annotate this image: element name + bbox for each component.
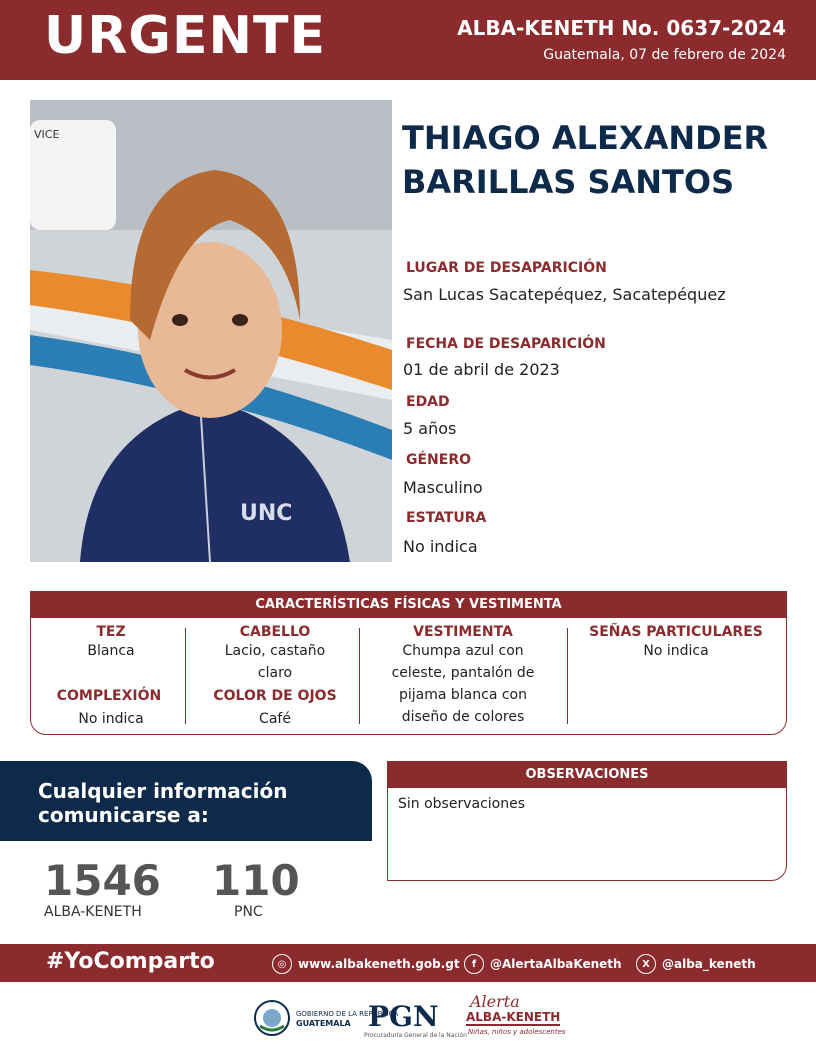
eye-color-value: Café (259, 711, 291, 727)
phone-number-pnc[interactable]: 110 (212, 856, 300, 905)
hashtag: #YoComparto (46, 949, 215, 974)
disappearance-date-value: 01 de abril de 2023 (403, 360, 560, 379)
contact-banner (0, 761, 372, 841)
name-line-2: BARILLAS SANTOS (402, 163, 735, 201)
characteristics-title: CARACTERÍSTICAS FÍSICAS Y VESTIMENTA (31, 592, 786, 618)
phone-label-alba: ALBA-KENETH (44, 904, 142, 920)
name-line-1: THIAGO ALEXANDER (402, 119, 769, 157)
alba-keneth-logo: ALBA-KENETH (466, 1010, 561, 1024)
alerta-logo-word: Alerta (470, 992, 520, 1011)
clothing-line: diseño de colores (401, 709, 525, 725)
disappearance-date-label: FECHA DE DESAPARICIÓN (406, 336, 606, 352)
column-divider (359, 628, 360, 724)
facebook-icon: f (464, 954, 484, 974)
phone-label-pnc: PNC (234, 904, 263, 920)
marks-value: No indica (643, 643, 709, 659)
age-label: EDAD (406, 394, 450, 410)
facebook-text: @AlertaAlbaKeneth (490, 957, 622, 971)
contact-text (38, 779, 358, 827)
urgent-title: URGENTE (44, 6, 326, 66)
header-banner (0, 0, 816, 80)
facebook-link[interactable] (464, 954, 622, 974)
marks-label: SEÑAS PARTICULARES (589, 624, 763, 640)
missing-person-photo (30, 100, 392, 562)
photo-illustration (30, 100, 392, 562)
alert-number: ALBA-KENETH No. 0637-2024 (457, 16, 786, 40)
complexion-value: No indica (78, 711, 144, 727)
x-link[interactable] (636, 954, 756, 974)
clothing-line: Chumpa azul con (402, 643, 524, 659)
contact-line-2: comunicarse a: (38, 803, 209, 827)
pgn-subtitle: Procuraduría General de la Nación (364, 1032, 467, 1039)
hair-label: CABELLO (239, 624, 311, 640)
x-icon: X (636, 954, 656, 974)
person-name (402, 116, 802, 204)
observations-title: OBSERVACIONES (388, 762, 786, 788)
disappearance-place-label: LUGAR DE DESAPARICIÓN (406, 260, 607, 276)
alert-date: Guatemala, 07 de febrero de 2024 (543, 47, 786, 63)
eye-color-label: COLOR DE OJOS (213, 688, 337, 704)
observations-box (387, 761, 787, 881)
characteristics-box (30, 591, 787, 735)
pgn-logo: PGN (368, 1000, 439, 1033)
gov-line-1: GOBIERNO DE LA REPÚBLICA (296, 1010, 399, 1018)
jacket-text: UNC (240, 501, 293, 526)
alba-keneth-subtitle: Niñas, niños y adolescentes (468, 1028, 566, 1036)
hair-value-line2: claro (257, 665, 293, 681)
x-text: @alba_keneth (662, 957, 756, 971)
height-value: No indica (403, 537, 478, 556)
clothing-line: celeste, pantalón de (391, 665, 535, 681)
footer-bar (0, 944, 816, 982)
height-label: ESTATURA (406, 510, 487, 526)
gov-line-2: GUATEMALA (296, 1019, 351, 1028)
gender-value: Masculino (403, 478, 483, 497)
column-divider (567, 628, 568, 724)
observations-text: Sin observaciones (398, 796, 526, 812)
column-divider (185, 628, 186, 724)
phone-number-alba[interactable]: 1546 (44, 856, 161, 905)
complexion-label: COMPLEXIÓN (56, 688, 162, 704)
website-text: www.albakeneth.gob.gt (298, 957, 460, 971)
globe-icon: ◎ (272, 954, 292, 974)
age-value: 5 años (403, 419, 457, 438)
disappearance-place-value: San Lucas Sacatepéquez, Sacatepéquez (403, 285, 726, 304)
skin-label: TEZ (96, 624, 126, 640)
van-text: VICE (34, 128, 60, 141)
contact-line-1: Cualquier información (38, 779, 288, 803)
clothing-label: VESTIMENTA (413, 624, 513, 640)
skin-value: Blanca (87, 643, 135, 659)
clothing-line: pijama blanca con (398, 687, 527, 703)
guatemala-seal-icon (252, 998, 292, 1038)
hair-value-line1: Lacio, castaño (224, 643, 326, 659)
gender-label: GÉNERO (406, 452, 472, 468)
website-link[interactable] (272, 954, 460, 974)
